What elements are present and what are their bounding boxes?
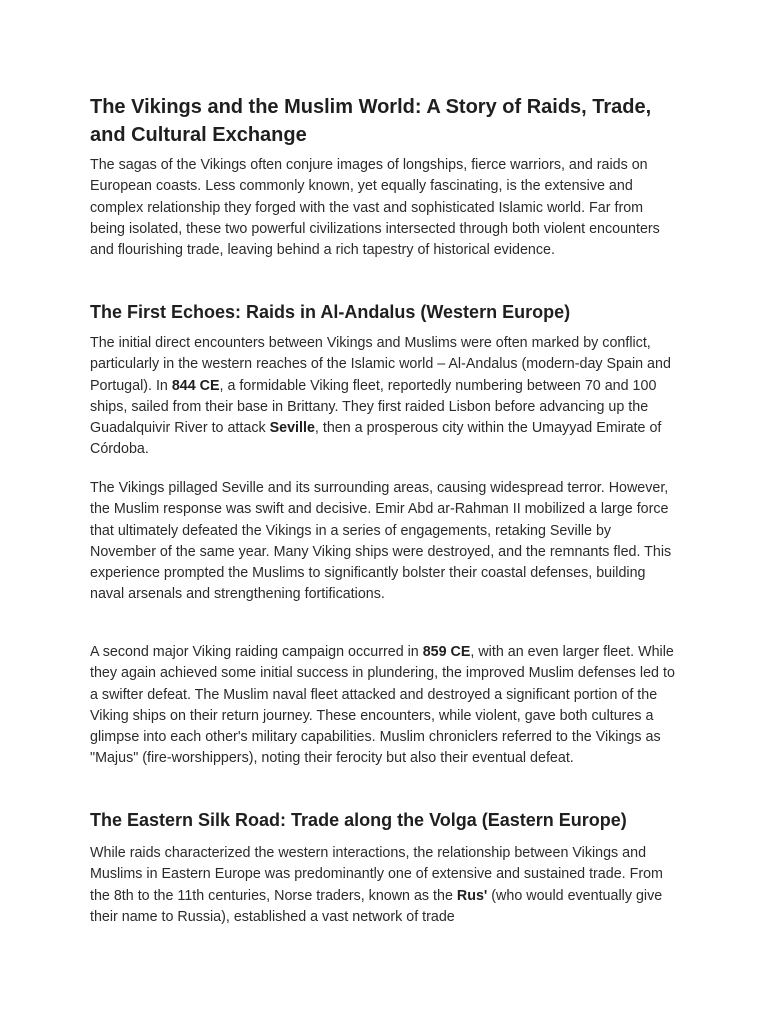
text-run: , then a prosperous city within the Umayyad Emirate of Córdoba. <box>90 420 662 458</box>
text-run: (who would eventually give their name to Russia), established a vast network of trade <box>90 887 663 925</box>
paragraph-volga-trade <box>90 843 680 928</box>
text-run: The initial direct encounters between Vikings and Muslims were often marked by conflict, particularly in the western reaches of the Islamic world – Al-Andalus (modern-day Spain and Portugal). In <box>90 335 671 394</box>
text-run: A second major Viking raiding campaign occurred in <box>90 644 423 660</box>
text-run: , with an even larger fleet. While they again achieved some initial success in plundering, the improved Muslim defenses led to a swifter defeat. The Muslim naval fleet attacked and destroyed a significant portion of the Viking ships on their return journey. These encounters, while violent, gave both cultures a glimpse into each other's military capabilities. Muslim chroniclers referred to the Vikings as "Majus" (fire-worshippers), noting their ferocity but also their eventual defeat. <box>90 644 675 767</box>
bold-year-859: 859 CE <box>422 644 471 660</box>
paragraph-844-raid <box>90 333 680 461</box>
bold-year-844: 844 CE <box>171 377 220 394</box>
page-title: The Vikings and the Muslim World: A Story of Raids, Trade, and Cultural Exchange <box>90 96 652 146</box>
section-heading-volga-trade: The Eastern Silk Road: Trade along the Volga (Eastern Europe) <box>90 810 627 830</box>
text-run: , a formidable Viking fleet, reportedly numbering between 70 and 100 ships, sailed from their base in Brittany. They first raided Lisbon before advancing up the Guadalquivir River to attack <box>90 377 657 437</box>
text-run: While raids characterized the western interactions, the relationship between Vikings and Muslims in Eastern Europe was predominantly one of extensive and sustained trade. From the 8th to the 11th centuries, Norse traders, known as the <box>90 845 663 904</box>
paragraph-859-raid <box>90 642 680 770</box>
intro-paragraph: The sagas of the Vikings often conjure images of longships, fierce warriors, and raids on European coasts. Less commonly known, yet equally fascinating, is the extensive and complex relationship they forged with the vast and sophisticated Islamic world. Far from being isolated, these two powerful civilizations intersected through both violent encounters and flourishing trade, leaving behind a rich tapestry of historical evidence. <box>90 157 660 259</box>
bold-seville: Seville <box>269 420 315 437</box>
section-heading-al-andalus: The First Echoes: Raids in Al-Andalus (Western Europe) <box>90 302 571 322</box>
paragraph-seville-pillaged: The Vikings pillaged Seville and its surrounding areas, causing widespread terror. However, the Muslim response was swift and decisive. Emir Abd ar-Rahman II mobilized a large force that ultimately defeated the Vikings in a series of engagements, retaking Seville by November of the same year. Many Viking ships were destroyed, and the remnants fled. This experience prompted the Muslims to significantly bolster their coastal defenses, building naval arsenals and strengthening fortifications. <box>90 480 672 603</box>
bold-rus: Rus' <box>456 887 488 904</box>
